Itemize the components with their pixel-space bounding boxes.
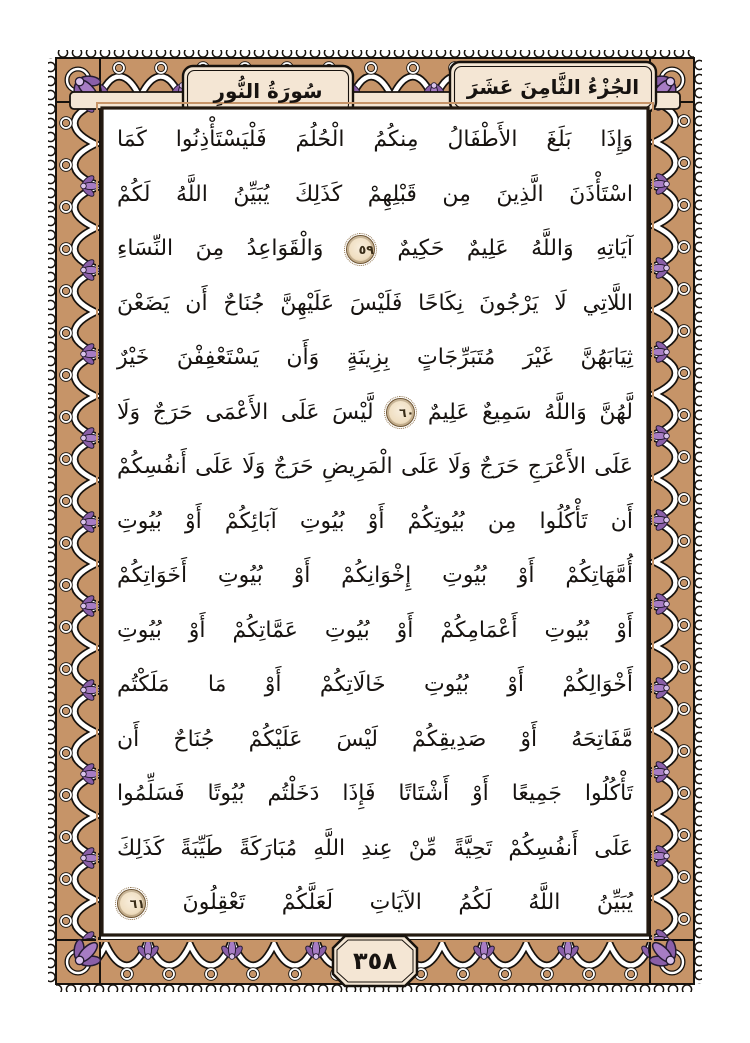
quran-line xyxy=(117,822,633,877)
quran-line xyxy=(117,495,633,550)
ayah-text: تَأْكُلُوا جَمِيعًا أَوْ أَشْتَاتًا فَإِذَا دَخَلْتُم بُيُوتًا فَسَلِّمُوا xyxy=(117,781,633,806)
quran-line xyxy=(117,549,633,604)
ayah-text: اللَّاتِي لَا يَرْجُونَ نِكَاحًا فَلَيْسَ عَلَيْهِنَّ جُنَاحٌ أَن يَضَعْنَ xyxy=(117,290,633,316)
ayah-text: وَالْقَوَاعِدُ مِنَ النِّسَاءِ xyxy=(117,236,324,261)
ayah-text: عَلَى الأَعْرَجِ حَرَجٌ وَلَا عَلَى الْمَرِيضِ حَرَجٌ وَلَا عَلَى أَنفُسِكُمْ xyxy=(117,454,633,479)
ayah-text: اسْتَأْذَنَ الَّذِينَ مِن قَبْلِهِمْ كَذَلِكَ يُبَيِّنُ اللَّهُ لَكُمْ xyxy=(117,181,633,207)
quran-line xyxy=(117,658,633,713)
quran-line xyxy=(117,113,633,168)
page-number: ٣٥٨ xyxy=(353,947,397,975)
ayah-text: مَّفَاتِحَهُ أَوْ صَدِيقِكُمْ لَيْسَ عَلَيْكُمْ جُنَاحٌ أَن xyxy=(117,726,633,752)
border-band-right xyxy=(650,58,702,984)
ayah-text: أَوْ بُيُوتِ أَعْمَامِكُمْ أَوْ بُيُوتِ عَمَّاتِكُمْ أَوْ بُيُوتِ xyxy=(117,617,633,643)
quran-line xyxy=(117,767,633,822)
ayah-text: لَّيْسَ عَلَى الأَعْمَى حَرَجٌ وَلَا xyxy=(117,399,374,425)
quran-line xyxy=(117,604,633,659)
ayah-text: وَإِذَا بَلَغَ الأَطْفَالُ مِنكُمُ الْحُلُمَ فَلْيَسْتَأْذِنُوا كَمَا xyxy=(117,127,633,152)
quran-line xyxy=(117,168,633,223)
quran-line xyxy=(117,386,633,441)
quran-line xyxy=(117,440,633,495)
border-band-left xyxy=(48,58,100,984)
surah-label: سُورَةُ النُّورِ xyxy=(213,79,323,103)
juz-label: الجُزْءُ الثَّامِنَ عَشَرَ xyxy=(466,75,640,99)
quran-line xyxy=(117,876,633,931)
quran-line xyxy=(117,331,633,386)
ayah-text: لَّهُنَّ وَاللَّهُ سَمِيعٌ عَلِيمٌ xyxy=(427,399,633,425)
ayah-text: عَلَى أَنفُسِكُمْ تَحِيَّةً مِّنْ عِندِ اللَّهِ مُبَارَكَةً طَيِّبَةً كَذَلِكَ xyxy=(117,835,633,861)
verse-end-marker: ٥٩ xyxy=(346,235,375,264)
ayah-text: يُبَيِّنُ اللَّهُ لَكُمُ الآيَاتِ لَعَلَّكُمْ تَعْقِلُونَ xyxy=(182,890,633,915)
ayah-text: آيَاتِهِ وَاللَّهُ عَلِيمٌ حَكِيمٌ xyxy=(397,236,633,261)
ayah-text: أَخْوَالِكُمْ أَوْ بُيُوتِ خَالَاتِكُمْ أَوْ مَا مَلَكْتُم xyxy=(117,672,633,697)
ayah-text: ثِيَابَهُنَّ غَيْرَ مُتَبَرِّجَاتٍ بِزِينَةٍ وَأَن يَسْتَعْفِفْنَ خَيْرٌ xyxy=(117,345,633,370)
quran-text xyxy=(108,113,642,931)
verse-end-marker: ٦٠ xyxy=(386,398,415,427)
ayah-text: أَن تَأْكُلُوا مِن بُيُوتِكُمْ أَوْ بُيُوتِ آبَائِكُمْ أَوْ بُيُوتِ xyxy=(117,508,633,534)
ayah-text: أُمَّهَاتِكُمْ أَوْ بُيُوتِ إِخْوَانِكُمْ أَوْ بُيُوتِ أَخَوَاتِكُمْ xyxy=(117,563,633,588)
quran-line xyxy=(117,277,633,332)
verse-end-marker: ٦١ xyxy=(117,889,146,918)
quran-line xyxy=(117,713,633,768)
quran-line xyxy=(117,222,633,277)
